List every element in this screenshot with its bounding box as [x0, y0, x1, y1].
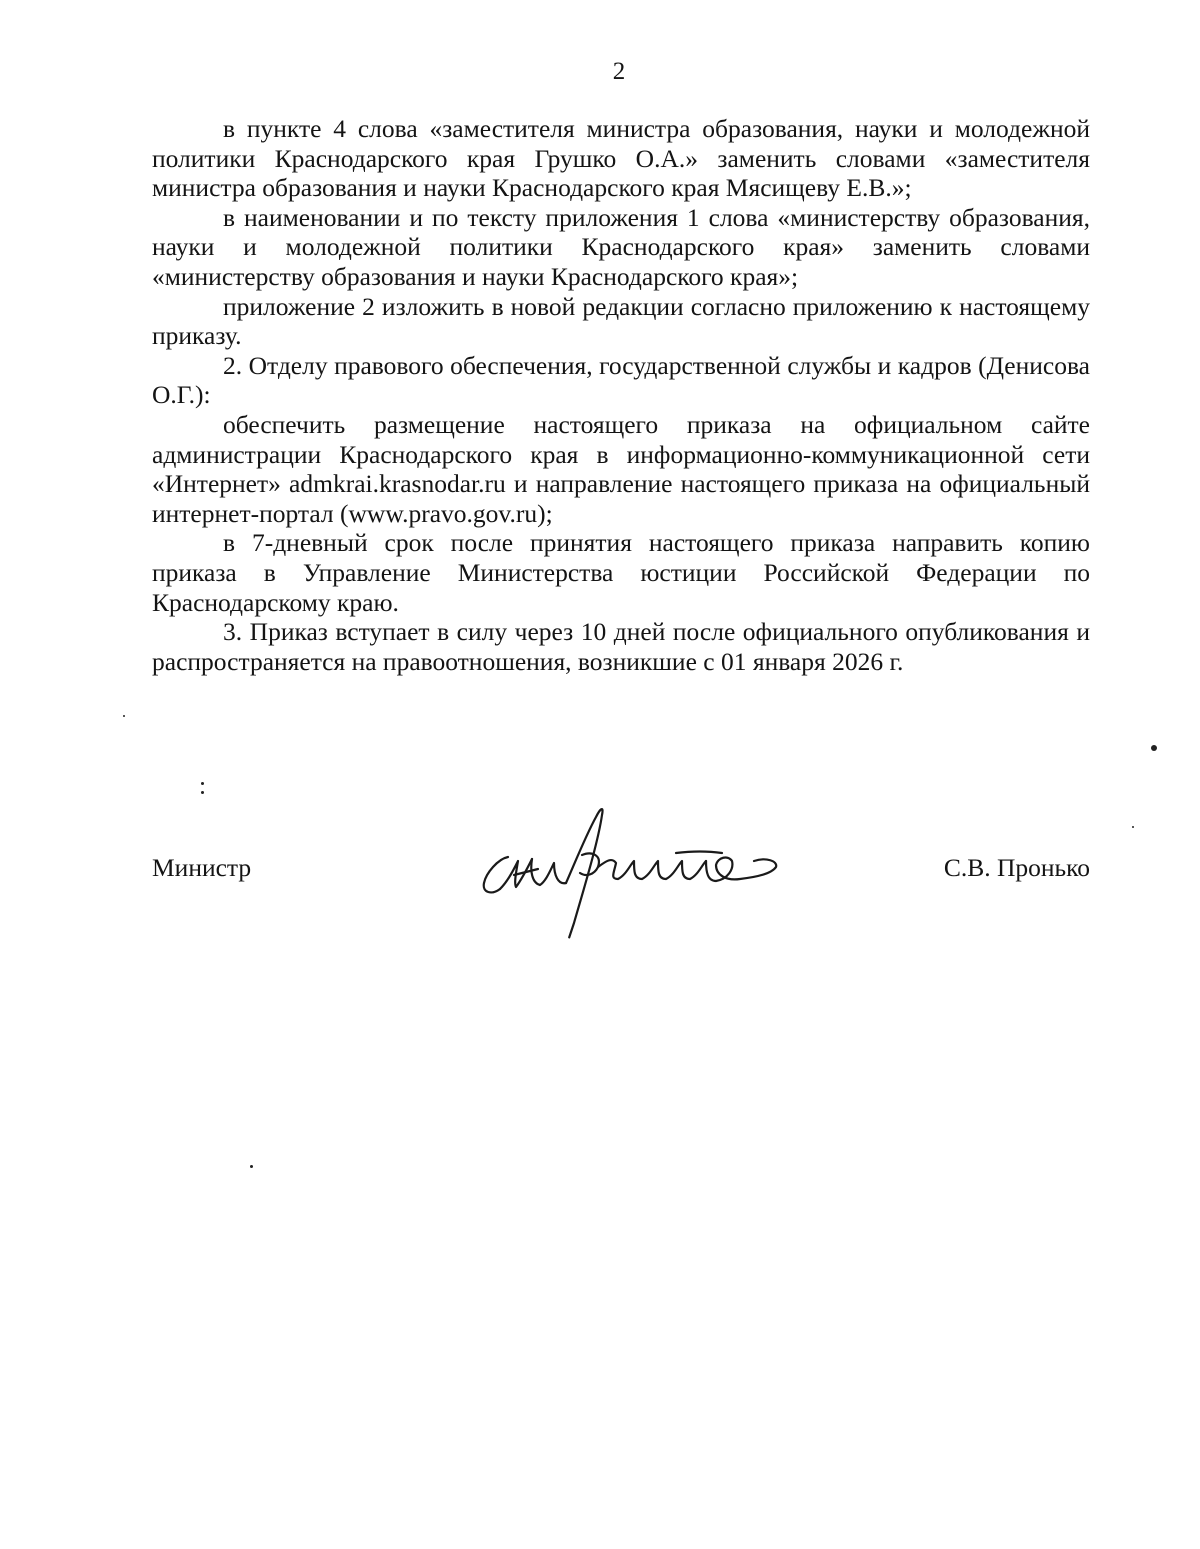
signature-block	[152, 795, 1090, 945]
scan-speck	[201, 782, 204, 785]
paragraph-appendix-2-new-edition: приложение 2 изложить в новой редакции согласно приложению к настоящему приказу.	[152, 291, 1090, 351]
scan-speck	[1132, 826, 1134, 828]
paragraph-item-2: 2. Отделу правового обеспечения, государственной службы и кадров (Денисова О.Г.):	[152, 350, 1090, 410]
scan-speck	[201, 791, 204, 794]
scan-speck	[250, 1165, 253, 1168]
paragraph-item-3-effective-date: 3. Приказ вступает в силу через 10 дней после официального опубликования и распространяется на правоотношения, возникшие с 01 января 2026 г.	[152, 617, 1090, 676]
signatory-name: С.В. Пронько	[943, 853, 1090, 882]
paragraph-appendix-1-amendment: в наименовании и по тексту приложения 1 слова «министерству образования, науки и молодежной политики Краснодарского края» заменить словами «министерству образования и науки Краснодарского края»;	[152, 202, 1090, 291]
page-number: 2	[612, 58, 626, 85]
paragraph-copy-to-justice-ministry: в 7-дневный срок после принятия настоящего приказа направить копию приказа в Управление Министерства юстиции Российской Федерации по Краснодарскому краю.	[152, 528, 1090, 617]
handwritten-signature	[470, 795, 810, 945]
scan-speck	[1151, 745, 1157, 751]
paragraph-clause-4-amendment: в пункте 4 слова «заместителя министра образования, науки и молодежной политики Краснодарского края Грушко О.А.» заменить словами «заместителя министра образования и науки Краснодарского края Мясищеву Е.В.»;	[152, 114, 1090, 203]
document-body	[152, 114, 1090, 676]
scan-speck	[123, 715, 125, 717]
signatory-title: Министр	[152, 853, 252, 882]
paragraph-publication: обеспечить размещение настоящего приказа на официальном сайте администрации Краснодарского края в информационно-коммуникационной сети «Интернет» admkrai.krasnodar.ru и направление настоящего приказа на официальный интернет-портал (www.pravo.gov.ru);	[152, 409, 1090, 528]
